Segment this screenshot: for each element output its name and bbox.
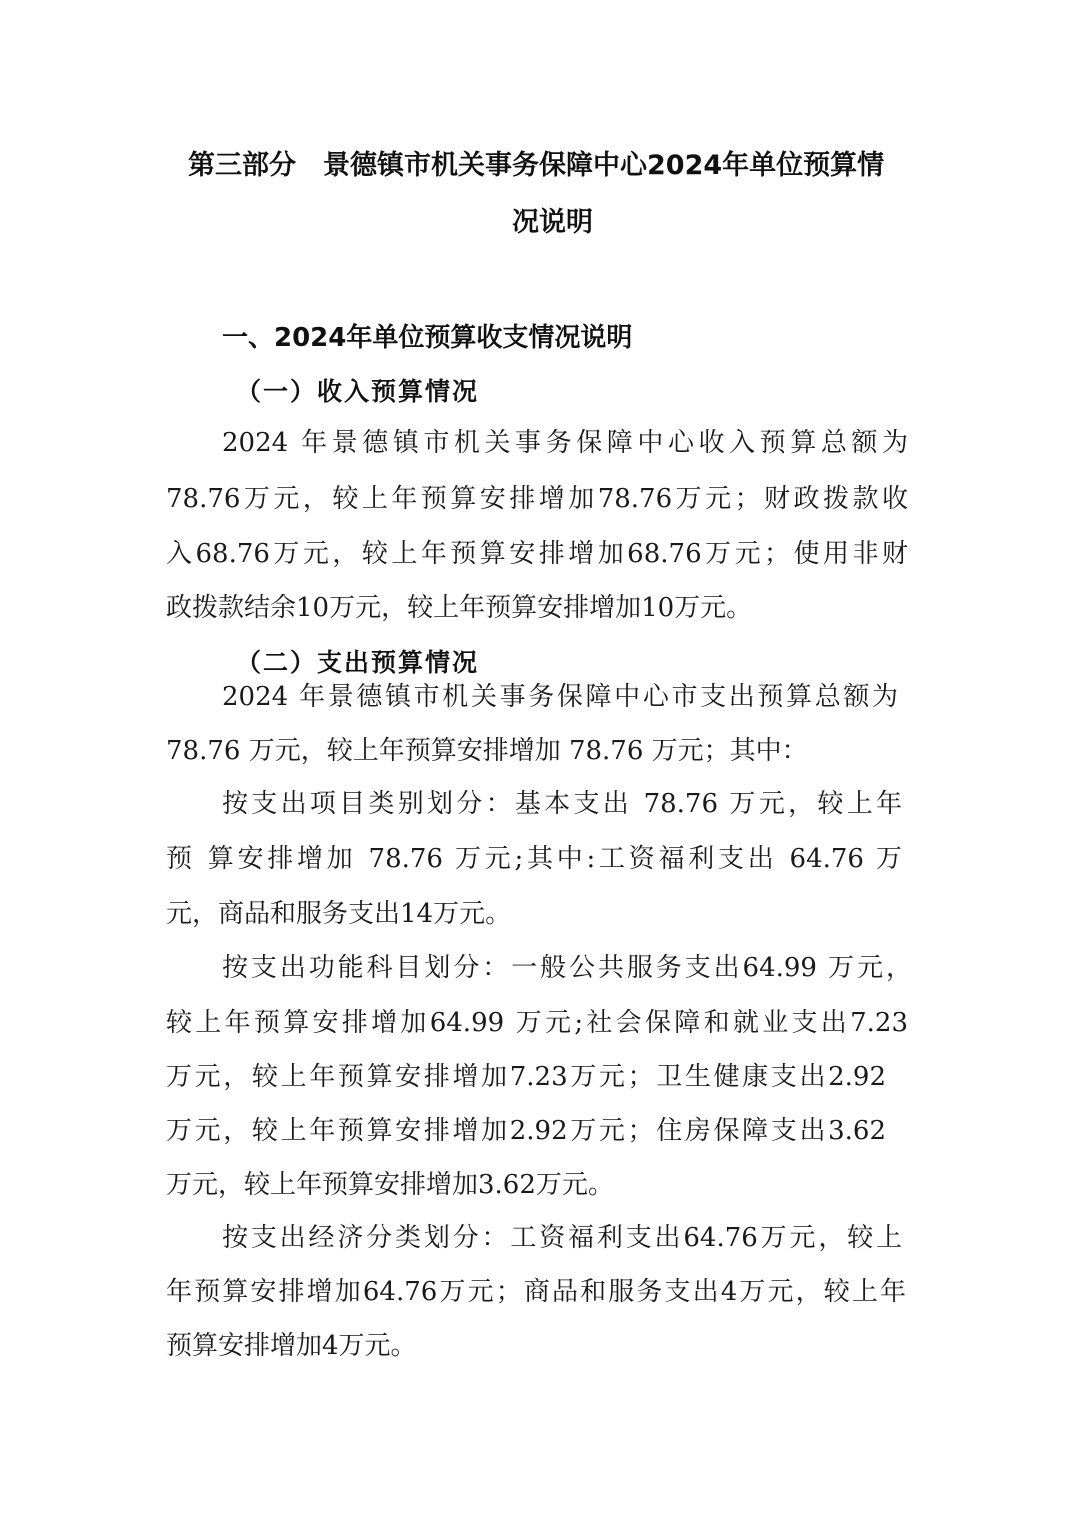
subsection-heading-expense: （二）支出预算情况 [236,648,480,677]
paragraph-line: 78.76 万元，较上年预算安排增加 78.76 万元；其中： [166,736,808,766]
subsection-heading-income: （一）收入预算情况 [236,377,480,406]
paragraph-line: 政拨款结余10万元，较上年预算安排增加10万元。 [166,593,753,623]
paragraph-line: 按支出项目类别划分：基本支出 78.76 万元，较上年 [222,789,902,819]
paragraph-line: 入68.76万元，较上年预算安排增加68.76万元；使用非财 [166,539,908,569]
paragraph-line: 预算安排增加4万元。 [166,1331,417,1361]
section-heading-budget-overview: 一、2024年单位预算收支情况说明 [222,323,633,353]
paragraph-line: 按支出功能科目划分：一般公共服务支出64.99 万元， [222,953,912,983]
paragraph-line: 元，商品和服务支出14万元。 [166,899,512,929]
paragraph-line: 年预算安排增加64.76万元；商品和服务支出4万元，较上年 [166,1277,906,1307]
paragraph-line: 万元，较上年预算安排增加2.92万元；住房保障支出3.62 [166,1116,886,1146]
paragraph-line: 较上年预算安排增加64.99 万元;社会保障和就业支出7.23 [166,1008,908,1038]
paragraph-line: 预 算安排增加 78.76 万元;其中:工资福利支出 64.76 万 [166,844,902,874]
paragraph-line: 2024 年景德镇市机关事务保障中心市支出预算总额为 [222,682,898,712]
paragraph-line: 按支出经济分类划分：工资福利支出64.76万元，较上 [222,1223,902,1253]
paragraph-line: 2024 年景德镇市机关事务保障中心收入预算总额为 [222,428,908,458]
document-title-line1: 第三部分 景德镇市机关事务保障中心2024年单位预算情 [188,150,885,181]
paragraph-line: 万元，较上年预算安排增加7.23万元；卫生健康支出2.92 [166,1062,886,1092]
paragraph-line: 万元，较上年预算安排增加3.62万元。 [166,1170,614,1200]
paragraph-line: 78.76万元，较上年预算安排增加78.76万元；财政拨款收 [166,484,908,514]
document-title-line2: 况说明 [512,207,593,238]
